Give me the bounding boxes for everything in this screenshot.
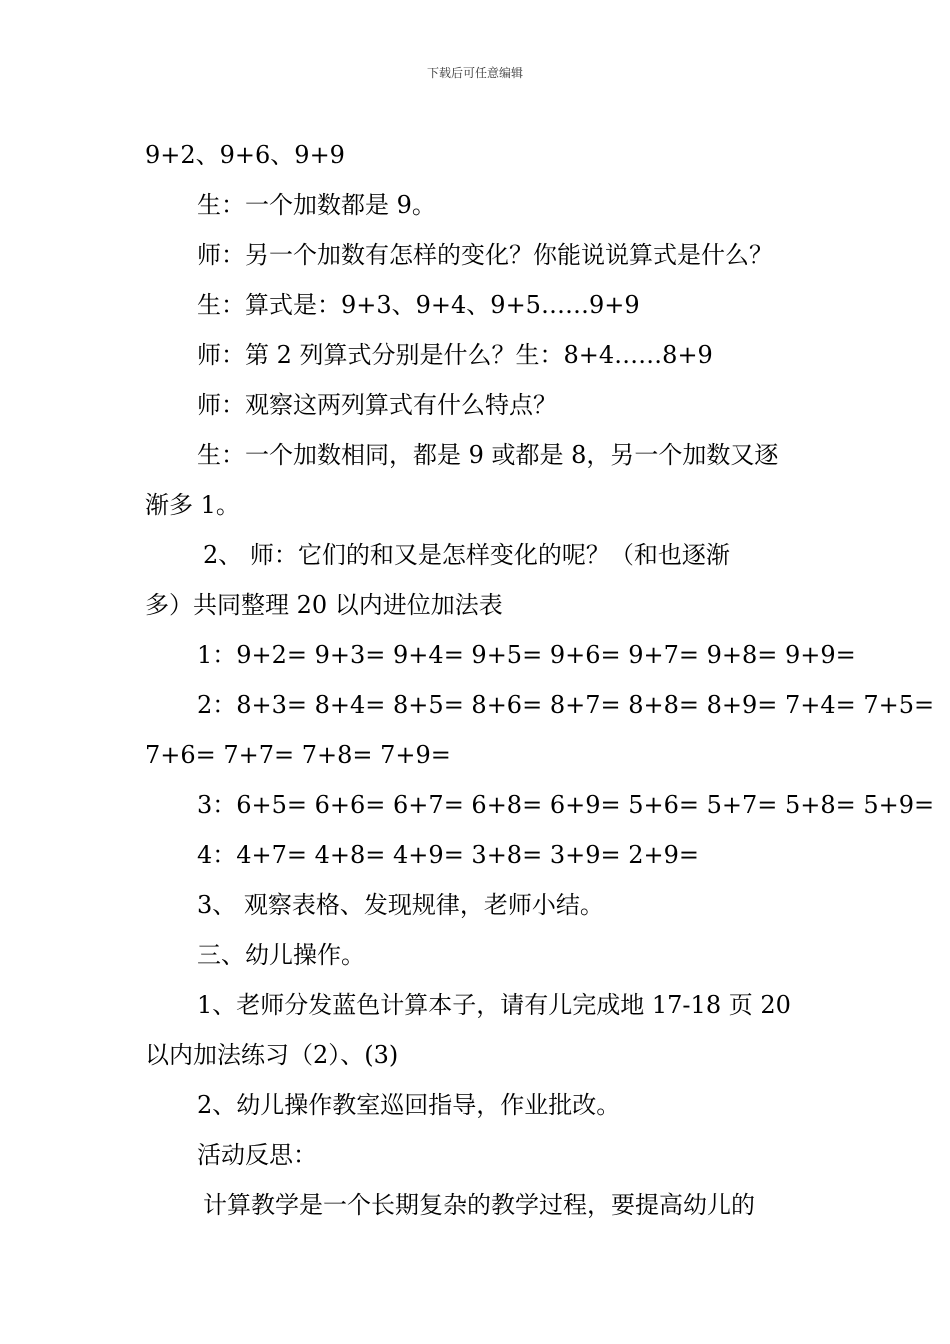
document-body <box>145 130 935 1230</box>
text-line: 7+6= 7+7= 7+8= 7+9= <box>145 741 451 769</box>
text-line: 多）共同整理 20 以内进位加法表 <box>145 591 503 619</box>
text-line: 2、 师：它们的和又是怎样变化的呢？（和也逐渐 <box>203 541 730 569</box>
text-line: 4：4+7= 4+8= 4+9= 3+8= 3+9= 2+9= <box>197 841 699 869</box>
page-header: 下载后可任意编辑 <box>426 66 523 80</box>
text-line: 计算教学是一个长期复杂的教学过程，要提高幼儿的 <box>203 1191 755 1219</box>
text-line: 2：8+3= 8+4= 8+5= 8+6= 8+7= 8+8= 8+9= 7+4= 7+5= <box>197 691 935 719</box>
text-line: 生：算式是：9+3、9+4、9+5……9+9 <box>197 291 640 319</box>
text-line: 活动反思： <box>197 1141 317 1169</box>
text-line: 渐多 1。 <box>145 491 240 519</box>
text-line: 3、 观察表格、发现规律，老师小结。 <box>197 891 604 919</box>
text-line: 师：另一个加数有怎样的变化？你能说说算式是什么？ <box>197 241 773 269</box>
text-line: 2、幼儿操作教室巡回指导，作业批改。 <box>197 1091 621 1119</box>
text-line: 以内加法练习（2）、(3) <box>145 1041 399 1069</box>
text-line: 生：一个加数相同，都是 9 或都是 8，另一个加数又逐 <box>197 441 779 469</box>
text-line: 三、幼儿操作。 <box>197 941 365 969</box>
text-line: 师：观察这两列算式有什么特点？ <box>197 391 557 419</box>
text-line: 生：一个加数都是 9。 <box>197 191 436 219</box>
text-line: 师：第 2 列算式分别是什么？生：8+4……8+9 <box>197 341 713 369</box>
text-line: 9+2、9+6、9+9 <box>145 141 345 169</box>
text-line: 3：6+5= 6+6= 6+7= 6+8= 6+9= 5+6= 5+7= 5+8= 5+9= <box>197 791 935 819</box>
text-line: 1：9+2= 9+3= 9+4= 9+5= 9+6= 9+7= 9+8= 9+9= <box>197 641 856 669</box>
text-line: 1、老师分发蓝色计算本子，请有儿完成地 17-18 页 20 <box>197 991 791 1019</box>
